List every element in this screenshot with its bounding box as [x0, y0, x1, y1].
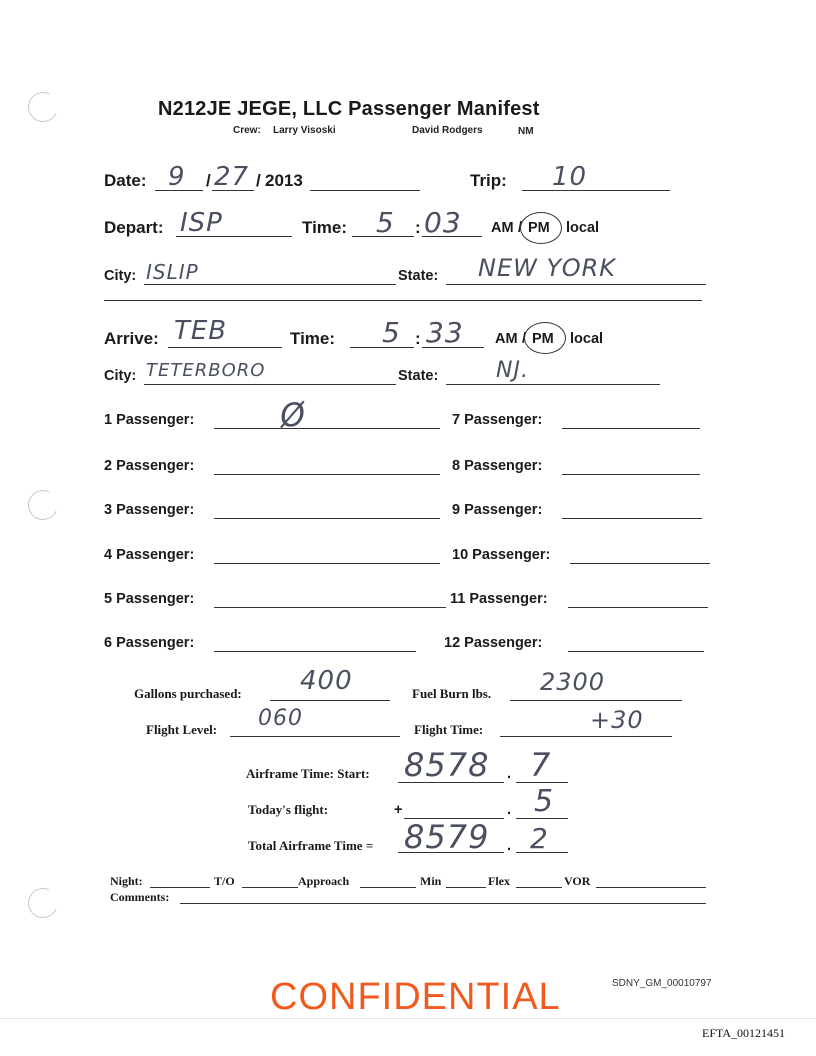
trip-value: 10 — [552, 162, 588, 192]
crew-member-2: David Rodgers — [412, 125, 483, 136]
binder-hole-middle — [24, 486, 62, 524]
flight-level-line — [230, 736, 400, 737]
min-line — [446, 887, 486, 888]
passenger-5-label: 5 Passenger: — [104, 591, 195, 607]
to-label: T/O — [214, 874, 235, 888]
passenger-6-label: 6 Passenger: — [104, 635, 195, 651]
approach-line — [360, 887, 416, 888]
arrive-label: Arrive: — [104, 329, 159, 348]
arrive-am: AM — [495, 331, 518, 347]
arrive-state-line — [446, 384, 660, 385]
date-year-line — [310, 190, 420, 191]
arrive-pm: PM — [532, 331, 554, 347]
passenger-8-label: 8 Passenger: — [452, 458, 543, 474]
airframe-start-dec: 7 — [530, 746, 552, 784]
todays-flight-label: Today's flight: — [248, 802, 329, 817]
depart-hour: 5 — [376, 206, 395, 239]
passenger-11-label: 11 Passenger: — [450, 591, 548, 607]
crew-suffix: NM — [518, 126, 534, 137]
depart-local: local — [566, 220, 600, 236]
passenger-10-line — [570, 563, 710, 564]
total-airframe-label: Total Airframe Time = — [248, 838, 374, 853]
flight-level-label: Flight Level: — [146, 722, 218, 737]
depart-city-line — [144, 284, 396, 285]
arrive-city-line — [144, 384, 396, 385]
passenger-2-line — [214, 474, 440, 475]
night-label: Night: — [110, 874, 143, 888]
night-line — [150, 887, 210, 888]
depart-pm-circle — [520, 212, 562, 244]
binder-hole-bottom — [24, 884, 62, 922]
approach-label: Approach — [298, 874, 350, 888]
flight-time-line — [500, 736, 672, 737]
passenger-9-label: 9 Passenger: — [452, 502, 543, 518]
depart-state: NEW YORK — [478, 254, 617, 282]
passenger-1-value: Ø — [278, 394, 309, 436]
gallons-label: Gallons purchased: — [134, 686, 242, 701]
arrive-city-label: City: — [104, 368, 137, 384]
comments-label: Comments: — [110, 890, 170, 904]
fuel-burn-line — [510, 700, 682, 701]
binder-hole-top — [24, 88, 62, 126]
depart-extra-line — [104, 300, 702, 301]
passenger-9-line — [562, 518, 702, 519]
passenger-12-line — [568, 651, 704, 652]
date-sep-1: / — [206, 171, 211, 190]
arrive-colon: : — [415, 329, 421, 348]
passenger-1-line — [214, 428, 440, 429]
bates-number: SDNY_GM_00010797 — [612, 978, 712, 989]
total-airframe-whole: 8579 — [404, 818, 490, 856]
flight-time-value: +30 — [590, 706, 644, 734]
comments-line — [180, 903, 706, 904]
depart-colon: : — [415, 218, 421, 237]
depart-label: Depart: — [104, 218, 164, 237]
passenger-5-line — [214, 607, 446, 608]
depart-code: ISP — [180, 208, 223, 238]
trip-label: Trip: — [470, 171, 507, 190]
passenger-1-label: 1 Passenger: — [104, 412, 195, 428]
to-line — [242, 887, 298, 888]
flex-label: Flex — [488, 874, 510, 888]
arrive-state-label: State: — [398, 368, 439, 384]
airframe-start-dot: . — [507, 766, 512, 782]
crew-label: Crew: — [233, 125, 261, 136]
passenger-4-label: 4 Passenger: — [104, 547, 195, 563]
passenger-8-line — [562, 474, 700, 475]
confidential-stamp: CONFIDENTIAL — [270, 976, 561, 1018]
depart-minute: 03 — [424, 206, 462, 239]
depart-time-label: Time: — [302, 218, 348, 237]
passenger-7-label: 7 Passenger: — [452, 412, 543, 428]
arrive-local: local — [570, 331, 604, 347]
fuel-burn-label: Fuel Burn lbs. — [412, 686, 492, 701]
arrive-pm-circle — [524, 322, 566, 354]
passenger-3-line — [214, 518, 440, 519]
depart-city-label: City: — [104, 268, 137, 284]
total-airframe-dec: 2 — [530, 822, 549, 855]
passenger-12-label: 12 Passenger: — [444, 635, 543, 651]
date-day: 27 — [214, 162, 250, 192]
todays-flight-dec: 5 — [534, 784, 555, 819]
total-airframe-dot: . — [507, 838, 512, 854]
airframe-start-whole: 8578 — [404, 746, 490, 784]
flight-level-value: 060 — [258, 706, 303, 731]
arrive-state: NJ. — [496, 358, 529, 383]
min-label: Min — [420, 874, 442, 888]
depart-am: AM — [491, 220, 514, 236]
flight-time-label: Flight Time: — [414, 722, 484, 737]
depart-pm: PM — [528, 220, 550, 236]
passenger-6-line — [214, 651, 416, 652]
passenger-10-label: 10 Passenger: — [452, 547, 551, 563]
depart-state-label: State: — [398, 268, 439, 284]
date-sep-2: / — [256, 171, 261, 190]
arrive-slash: / — [522, 331, 527, 347]
passenger-2-label: 2 Passenger: — [104, 458, 195, 474]
date-month: 9 — [168, 162, 186, 192]
gallons-line — [270, 700, 390, 701]
passenger-4-line — [214, 563, 440, 564]
depart-city: ISLIP — [146, 260, 199, 284]
depart-slash: / — [518, 220, 523, 236]
arrive-hour: 5 — [382, 316, 401, 349]
todays-flight-plus: + — [394, 802, 403, 818]
depart-state-line — [446, 284, 706, 285]
fuel-burn-value: 2300 — [540, 668, 606, 696]
vor-line — [596, 887, 706, 888]
crew-member-1: Larry Visoski — [273, 125, 336, 136]
passenger-7-line — [562, 428, 700, 429]
arrive-code-line — [168, 347, 282, 348]
arrive-minute: 33 — [426, 316, 464, 349]
passenger-3-label: 3 Passenger: — [104, 502, 195, 518]
airframe-start-label: Airframe Time: Start: — [246, 766, 370, 781]
passenger-11-line — [568, 607, 708, 608]
arrive-time-label: Time: — [290, 329, 336, 348]
scan-streak — [0, 1018, 816, 1019]
gallons-value: 400 — [300, 666, 353, 696]
page-title: N212JE JEGE, LLC Passenger Manifest — [158, 98, 540, 120]
todays-flight-dot: . — [507, 802, 512, 818]
flex-line — [516, 887, 562, 888]
arrive-city: TETERBORO — [146, 360, 266, 381]
vor-label: VOR — [564, 874, 591, 888]
date-label: Date: — [104, 171, 147, 190]
date-year: 2013 — [265, 171, 303, 190]
arrive-code: TEB — [174, 316, 228, 346]
efta-number: EFTA_00121451 — [702, 1026, 786, 1040]
trip-line — [522, 190, 670, 191]
